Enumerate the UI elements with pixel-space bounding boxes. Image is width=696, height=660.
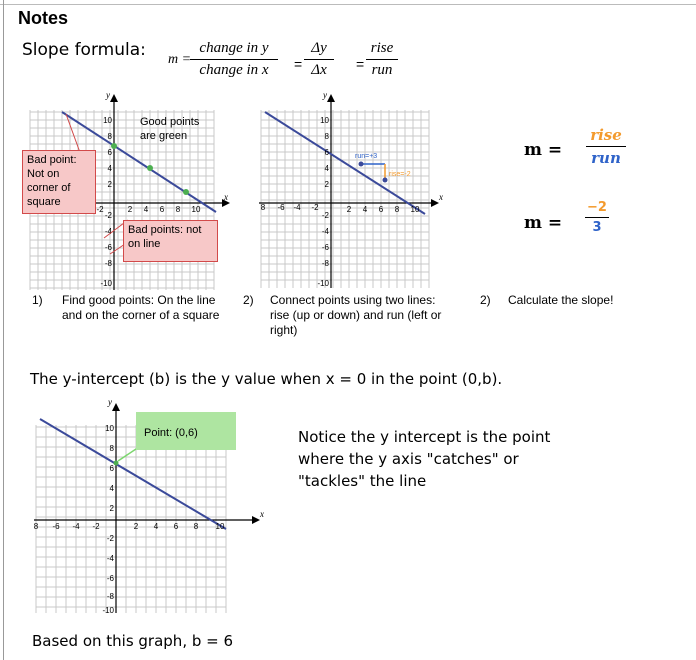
x-tick-label: 10 [410,205,420,214]
fraction-bar [304,59,334,60]
fraction-bar [585,217,609,218]
y-tick-label: 8 [324,132,329,141]
x-tick-label: 6 [159,205,165,214]
x-tick-label: 8 [175,205,181,214]
equals-1: = [294,56,303,72]
x-tick-label: 8 [33,522,39,531]
left-border [3,0,4,660]
step3-m: m = [524,140,563,160]
run-text: run [371,62,393,78]
step3-rise: rise [590,126,622,144]
step3-text: Calculate the slope! [508,293,614,307]
x-axis-arrow [431,199,439,207]
y-axis-arrow [112,403,120,411]
rise-text: rise [370,40,394,56]
y-tick-label: 4 [107,164,112,173]
callout-bad-line: Bad points: not on line [123,220,218,262]
change-in-y: change in y [199,40,269,56]
change-in-x: change in x [199,62,269,78]
step3-number: 2) [480,293,491,307]
x-tick-label: -6 [52,522,60,531]
y-tick-label: -10 [102,606,114,615]
x-tick-label: 2 [133,522,139,531]
y-tick-label: -4 [104,227,112,236]
step3-fraction [586,126,626,167]
x-tick-label: -2 [96,205,104,214]
y-axis-arrow [327,94,335,102]
x-tick-label: -2 [92,522,100,531]
y-tick-label: 10 [105,424,114,433]
fraction-change [190,40,278,79]
good-point [183,189,189,195]
y-tick-label: -8 [321,259,329,268]
y-tick-label: 2 [109,504,114,513]
good-point [147,165,153,171]
x-tick-label: 2 [127,205,133,214]
y-tick-label: -8 [106,592,114,601]
notice-text: Notice the y intercept is the point where the y axis "catches" or "tackles" the line [298,428,551,490]
y-tick-labels [317,116,329,288]
y-tick-label: 8 [107,132,112,141]
axis-x-label: x [260,509,264,519]
rise-label: rise=-2 [389,171,411,178]
axis-y-label: y [323,90,327,100]
fraction-bar [366,59,398,60]
y-tick-label: 6 [324,148,329,157]
slope-line [265,112,425,214]
point-callout: Point: (0,6) [136,412,236,450]
step3-num: −2 [587,200,607,215]
run-label: run=+3 [355,153,378,160]
y-tick-label: -2 [106,534,114,543]
x-tick-label: -6 [277,203,285,212]
step3-run: run [591,149,621,167]
y-tick-label: -4 [321,227,329,236]
callout-good: Good points are green [140,116,200,142]
point [359,162,364,167]
step2-number: 2) [243,293,254,307]
y-tick-label: -6 [321,243,329,252]
x-tick-label: 4 [362,205,368,214]
x-tick-label: -2 [311,203,319,212]
y-tick-label: 4 [324,164,329,173]
axis-x-label: x [224,192,228,202]
y-tick-label: -10 [317,279,329,288]
axis-y-label: y [108,397,112,407]
y-tick-label: 4 [109,484,114,493]
x-tick-label: 10 [215,522,225,531]
point [383,178,388,183]
y-tick-label: 6 [109,464,114,473]
step3-den: 3 [592,220,602,235]
fraction-bar [586,146,626,147]
slope-formula-label: Slope formula: [22,40,146,60]
y-axis-arrow [110,94,118,102]
step2-text: Connect points using two lines: rise (up or down) and run (left or right) [270,293,442,337]
x-tick-label: 8 [193,522,199,531]
x-tick-label: 2 [346,205,352,214]
intercept-heading: The y-intercept (b) is the y value when x = 0 in the point (0,b). [30,370,503,388]
x-tick-label: 6 [173,522,179,531]
x-tick-label: 4 [143,205,149,214]
x-tick-label: 6 [378,205,384,214]
x-tick-label: 4 [153,522,159,531]
y-tick-label: 2 [107,180,112,189]
page-title: Notes [18,8,69,28]
step1-number: 1) [32,293,43,307]
x-axis-arrow [252,516,260,524]
grid [261,110,429,288]
y-tick-label: -6 [104,243,112,252]
step3-fraction-2 [585,200,609,235]
y-tick-label: -2 [104,211,112,220]
fraction-bar [190,59,278,60]
y-tick-label: 10 [320,116,329,125]
axis-x-label: x [439,192,443,202]
step1-text: Find good points: On the line and on the corner of a square [62,293,220,322]
fraction-delta [304,40,334,79]
x-tick-label: -4 [72,522,80,531]
y-tick-label: 8 [109,444,114,453]
axis-y-label: y [106,90,110,100]
x-tick-label: -4 [293,203,301,212]
y-intercept-point [114,461,119,466]
equals-2: = [356,56,365,72]
conclusion-text: Based on this graph, b = 6 [32,632,234,650]
graph-2 [255,90,460,290]
y-tick-label: -10 [100,279,112,288]
y-tick-label: -2 [321,211,329,220]
fraction-rise-run [366,40,398,79]
x-tick-label: 8 [394,205,400,214]
top-border [0,0,696,5]
x-tick-label: 10 [191,205,201,214]
y-tick-label: -8 [104,259,112,268]
x-tick-label: 8 [260,203,266,212]
formula-m: m = [168,52,192,67]
step3-m-2: m = [524,213,563,233]
y-tick-label: 6 [107,148,112,157]
x-tick-labels [96,205,201,214]
y-tick-label: 10 [103,116,112,125]
callout-bad-corner: Bad point: Not on corner of square [22,150,96,214]
y-tick-label: -4 [106,554,114,563]
y-tick-label: -6 [106,574,114,583]
delta-x: Δx [311,62,327,78]
delta-y: Δy [311,40,327,56]
y-tick-label: 2 [324,180,329,189]
